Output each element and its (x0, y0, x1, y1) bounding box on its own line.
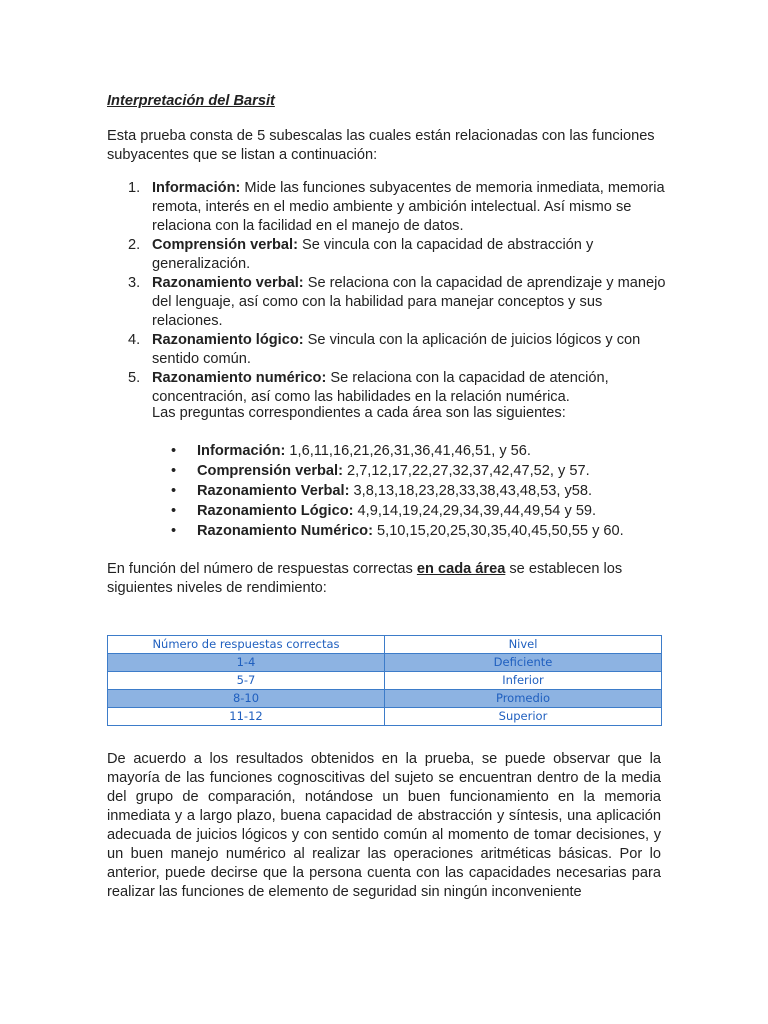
range-cell: 5-7 (108, 672, 385, 690)
question-numbers: 1,6,11,16,21,26,31,36,41,46,51, y 56. (285, 443, 531, 459)
document-title: Interpretación del Barsit (107, 93, 275, 109)
level-cell: Deficiente (385, 654, 662, 672)
question-numbers: 3,8,13,18,23,28,33,38,43,48,53, y58. (349, 483, 593, 499)
conclusion-paragraph: De acuerdo a los resultados obtenidos en la prueba, se puede observar que la mayoría de las funciones cognoscitivas del sujeto se encuentran dentro de la media del grupo de comparación, notándose un buen funcionamiento en la memoria inmediata y a largo plazo, buena capacidad de abstracción y síntesis, una aplicación adecuada de juicios lógicos y con sentido común al momento de tomar decisiones, y un buen manejo numérico al realizar las operaciones aritméticas básicas. Por lo anterior, puede decirse que la persona cuenta con las capacidades necesarias para realizar las funciones de elemento de seguridad sin ningún inconveniente (107, 751, 661, 900)
subscale-description: Se relaciona con la capacidad de atención, concentración, así como las habilidades en la relación numérica. (152, 370, 609, 405)
bullet-icon: • (171, 503, 177, 519)
subscale-name: Comprensión verbal: (152, 237, 298, 253)
subscale-description: Se vincula con la capacidad de abstracción y generalización. (152, 237, 594, 272)
list-number: 2. (128, 237, 141, 253)
question-area-name: Comprensión verbal: (197, 463, 343, 479)
subscale-item (107, 331, 667, 369)
subscale-item (107, 236, 667, 274)
level-cell: Promedio (385, 690, 662, 708)
levels-intro-paragraph (107, 560, 667, 598)
subscale-item (107, 274, 667, 331)
subscale-description: Se vincula con la aplicación de juicios lógicos y con sentido común. (152, 332, 641, 367)
list-item (152, 522, 624, 542)
levels-intro-text: En función del número de respuestas correctas (107, 561, 417, 577)
list-number: 5. (128, 370, 141, 386)
column-header-correct-answers: Número de respuestas correctas (108, 636, 385, 654)
subscale-name: Razonamiento verbal: (152, 275, 304, 291)
column-header-level: Nivel (385, 636, 662, 654)
bullet-icon: • (171, 443, 177, 459)
subscale-name: Razonamiento lógico: (152, 332, 304, 348)
list-number: 4. (128, 332, 141, 348)
subscale-name: Razonamiento numérico: (152, 370, 327, 386)
question-area-name: Información: (197, 443, 286, 459)
subscale-name: Información: (152, 180, 241, 196)
question-area-name: Razonamiento Numérico: (197, 523, 373, 539)
list-number: 1. (128, 180, 141, 196)
range-cell: 11-12 (108, 708, 385, 726)
levels-intro-text-end: se establecen los siguientes niveles de rendimiento: (107, 561, 623, 596)
question-area-name: Razonamiento Lógico: (197, 503, 354, 519)
subscale-description: Se relaciona con la capacidad de aprendizaje y manejo del lenguaje, así como con la habilidad para manejar conceptos y sus relaciones. (152, 275, 666, 329)
level-cell: Superior (385, 708, 662, 726)
table-header-row (108, 636, 662, 654)
questions-intro: Las preguntas correspondientes a cada área son las siguientes: (152, 405, 566, 421)
table-row (108, 708, 662, 726)
subscale-description: Mide las funciones subyacentes de memoria inmediata, memoria remota, interés en el medio ambiente y ambición intelectual. Así mismo se relaciona con la facilidad en el manejo de datos. (152, 180, 665, 234)
list-item (152, 502, 624, 522)
level-cell: Inferior (385, 672, 662, 690)
subscale-item (107, 179, 667, 236)
list-number: 3. (128, 275, 141, 291)
range-cell: 1-4 (108, 654, 385, 672)
question-numbers: 4,9,14,19,24,29,34,39,44,49,54 y 59. (353, 503, 597, 519)
bullet-icon: • (171, 463, 177, 479)
question-numbers: 5,10,15,20,25,30,35,40,45,50,55 y 60. (372, 523, 624, 539)
range-cell: 8-10 (108, 690, 385, 708)
intro-paragraph: Esta prueba consta de 5 subescalas las cuales están relacionadas con las funciones subyacentes que se listan a continuación: (107, 128, 655, 163)
levels-table (107, 635, 662, 726)
list-item (152, 462, 624, 482)
questions-list (152, 442, 624, 542)
subscales-list (107, 179, 667, 407)
question-numbers: 2,7,12,17,22,27,32,37,42,47,52, y 57. (342, 463, 590, 479)
levels-intro-emphasis: en cada área (416, 561, 506, 577)
table-row (108, 672, 662, 690)
table-row (108, 654, 662, 672)
subscale-item (107, 369, 667, 407)
table-row (108, 690, 662, 708)
bullet-icon: • (171, 523, 177, 539)
bullet-icon: • (171, 483, 177, 499)
list-item (152, 482, 624, 502)
list-item (152, 442, 624, 462)
question-area-name: Razonamiento Verbal: (197, 483, 350, 499)
